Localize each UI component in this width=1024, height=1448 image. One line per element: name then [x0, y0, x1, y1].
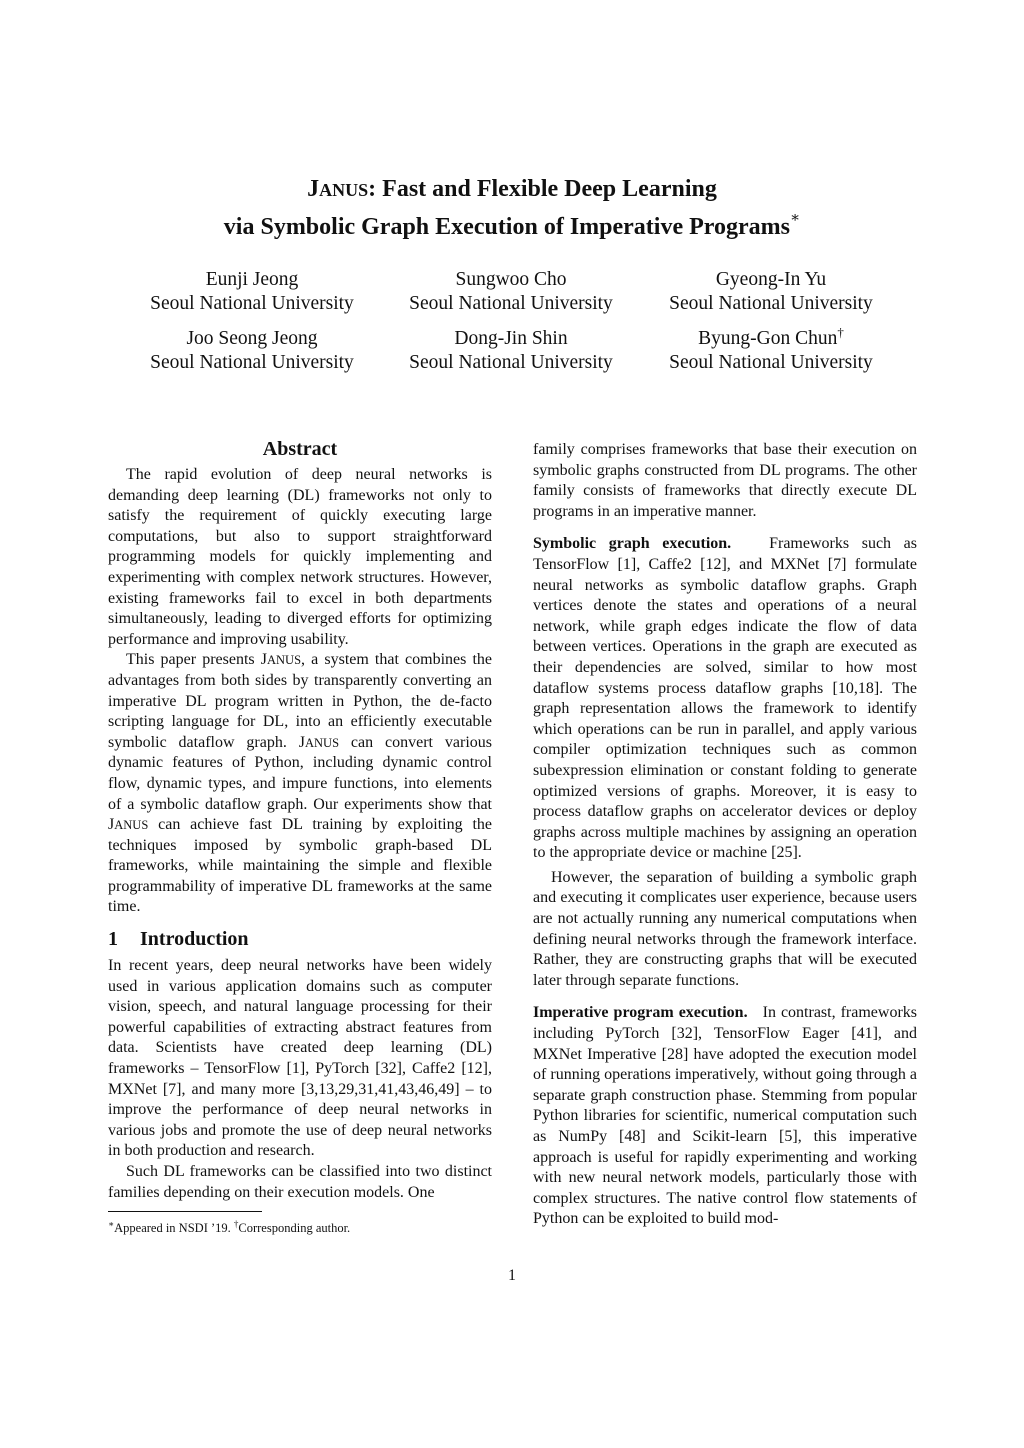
body-paragraph — [533, 1003, 917, 1230]
abstract-paragraph: The rapid evolution of deep neural networks is demanding deep learning (DL) frameworks not only to satisfy the requirement of quickly executing large computations, but also to support straightforward programming models for quickly implementing and experimenting with complex network structures. However, existing frameworks fail to excel in both departments simultaneously, leading to diverged efforts for optimizing performance and improving usability. — [108, 466, 492, 648]
author-block — [641, 268, 901, 316]
paragraph-heading: Symbolic graph execution. — [533, 535, 732, 553]
paragraph-body: In contrast, frameworks including PyTorch [32], TensorFlow Eager [41], and MXNet Imperative [28] have adopted the execution model of running operations imperatively, without going through a separate graph construction phase. Stemming from popular Python libraries for scientific, numerical computation such as NumPy [48] and Scikit-learn [5], this imperative approach is useful for rapidly experimenting and working with new neural network models, particularly those with complex structures. The native control flow statements of Python can be exploited to build mod- — [533, 1004, 918, 1228]
author-affiliation: Seoul National University — [150, 293, 354, 314]
paper-title — [0, 174, 1024, 243]
abstract-text: This paper presents J — [126, 651, 267, 669]
title-rest: : Fast and Flexible Deep Learning — [368, 176, 717, 202]
author-affiliation: Seoul National University — [409, 352, 613, 373]
abstract-text: can convert various dynamic features of Python, including dynamic control flow, dynamic types, and impure functions, into elements of a symbolic dataflow graph. Our experiments show that J — [108, 733, 493, 834]
body-paragraph: family comprises frameworks that base their execution on symbolic graphs constructed from DL programs. The other family consists of frameworks that directly execute DL programs in an imperative manner. — [533, 441, 917, 520]
footnote-rule — [108, 1211, 262, 1212]
author-block — [381, 327, 641, 375]
author-block — [641, 324, 901, 375]
title-line-2 — [0, 206, 1024, 243]
paragraph-body: Frameworks such as TensorFlow [1], Caffe2 [12], and MXNet [7] formulate neural networks as symbolic dataflow graphs. Graph vertices denote the states and operations of a neural network, while graph edges indicate the flow of data between vertices. Operations in the graph are executed as their dependencies are solved, similar to how most dataflow systems process dataflow graphs [10,18]. The graph representation allows the framework to identify which operations can be run in parallel, and apply various compiler optimization techniques such as common subexpression elimination or constant folding to generate optimized versions of graphs. Moreover, it is easy to process dataflow graphs on accelerator devices or deploy graphs across multiple machines by assigning an operation to the appropriate device or machine [25]. — [533, 535, 918, 862]
paragraph-gap — [533, 991, 917, 1003]
title-line-2-text: via Symbolic Graph Execution of Imperative Programs — [223, 214, 790, 240]
paragraph-gap — [533, 522, 917, 534]
author-affiliation: Seoul National University — [669, 293, 873, 314]
author-block — [122, 268, 382, 316]
janus-smallcaps: ANUS — [266, 653, 302, 668]
author-affiliation: Seoul National University — [409, 293, 613, 314]
body-paragraph: In recent years, deep neural networks have been widely used in various application domains such as computer vision, speech, and natural language processing for their powerful capabilities of extracting abstract features from data. Scientists have created deep learning (DL) frameworks – TensorFlow [1], PyTorch [32], Caffe2 [12], MXNet [7], and many more [3,13,29,31,41,43,46,49] – to improve the performance of deep neural networks in various jobs and promote the use of deep neural networks in both production and research. — [108, 957, 492, 1160]
title-janus-cap: J — [307, 176, 320, 202]
footnote-mark: ∗ — [108, 1219, 115, 1229]
page-number: 1 — [508, 1267, 516, 1284]
corresponding-author-mark: † — [837, 324, 844, 340]
janus-smallcaps: ANUS — [304, 735, 340, 750]
footnote-text: Corresponding author. — [238, 1221, 351, 1236]
author-block — [122, 327, 382, 375]
title-footnote-mark: ∗ — [789, 210, 801, 226]
left-column — [108, 436, 492, 1203]
author-name — [641, 324, 901, 351]
section-heading-introduction — [108, 926, 492, 952]
abstract-heading: Abstract — [262, 438, 338, 460]
footnote — [108, 1216, 508, 1236]
paragraph-heading: Imperative program execution. — [533, 1004, 748, 1022]
author-block — [381, 268, 641, 316]
abstract-paragraph — [108, 650, 492, 918]
right-column — [533, 440, 917, 1230]
author-name: Sungwoo Cho — [455, 269, 567, 290]
footnote-text: Appeared in NSDI ’19. — [114, 1221, 234, 1236]
author-name: Gyeong-In Yu — [715, 269, 827, 290]
janus-smallcaps: ANUS — [114, 818, 149, 833]
section-number: 1 — [108, 928, 118, 951]
author-name: Joo Seong Jeong — [186, 328, 318, 349]
author-affiliation: Seoul National University — [150, 352, 354, 373]
body-paragraph: Such DL frameworks can be classified into two distinct families depending on their execution models. One — [108, 1163, 492, 1201]
abstract-text: , a system that combines the advantages from both sides by transparently converting an imperative DL program written in Python, the de-facto scripting language for DL, into an efficiently executable symbolic dataflow graph. J — [108, 651, 493, 751]
body-paragraph: However, the separation of building a symbolic graph and executing it complicates user experience, because users are not actually running any numerical computations when defining neural networks through the framework interface. Rather, they are constructing graphs that will be executed later through separate functions. — [533, 868, 917, 989]
author-name-text: Byung-Gon Chun — [698, 328, 838, 349]
footnote-mark: † — [233, 1219, 239, 1229]
author-name: Dong-Jin Shin — [454, 328, 568, 349]
title-janus-smallcaps: ANUS — [319, 180, 369, 200]
title-line-1 — [0, 174, 1024, 206]
author-name: Eunji Jeong — [205, 269, 299, 290]
abstract-text: can achieve fast DL training by exploiting the techniques imposed by symbolic graph-based DL frameworks, while maintaining the simple and flexible programmability of imperative DL frameworks at the same time. — [108, 816, 492, 916]
body-paragraph — [533, 534, 917, 864]
section-heading-text: Introduction — [140, 928, 249, 951]
author-affiliation: Seoul National University — [669, 352, 873, 373]
